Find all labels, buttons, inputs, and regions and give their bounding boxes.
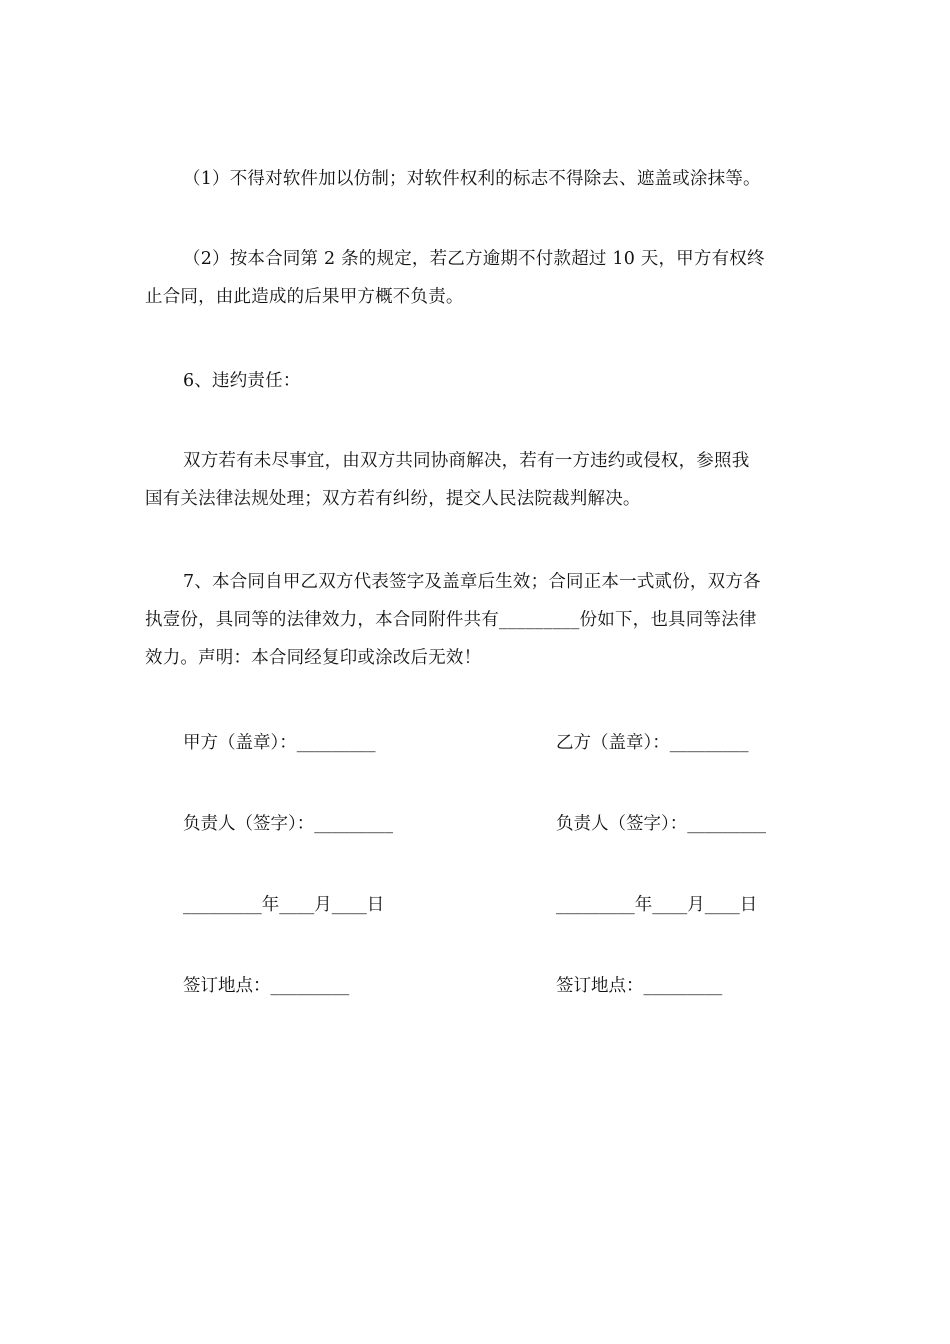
clause-6-body [145, 442, 810, 518]
clause-2 [145, 240, 810, 316]
clause-2-line-1: （2）按本合同第 2 条的规定，若乙方逾期不付款超过 10 天，甲方有权终 [183, 249, 765, 269]
party-a-place-field: 签订地点：_________ [183, 976, 350, 996]
party-a-person-field: 负责人（签字）：_________ [183, 814, 393, 834]
party-a-date-field: _________年____月____日 [183, 895, 385, 915]
signature-place-row [0, 971, 950, 1001]
signature-person-row [0, 809, 950, 839]
clause-1-line-1: （1）不得对软件加以仿制；对软件权利的标志不得除去、遮盖或涂抹等。 [183, 169, 761, 189]
clause-7 [145, 563, 810, 677]
clause-7-line-1: 7、本合同自甲乙双方代表签字及盖章后生效；合同正本一式贰份，双方各 [183, 572, 761, 592]
clause-7-line-3: 效力。声明：本合同经复印或涂改后无效！ [145, 648, 482, 668]
clause-2-line-2: 止合同，由此造成的后果甲方概不负责。 [145, 287, 464, 307]
clause-6-line-1: 双方若有未尽事宜，由双方共同协商解决，若有一方违约或侵权，参照我 [183, 451, 750, 471]
clause-7-line-2: 执壹份，具同等的法律效力，本合同附件共有_________份如下，也具同等法律 [145, 610, 757, 630]
party-b-date-field: _________年____月____日 [556, 895, 758, 915]
clause-6-heading-text: 6、违约责任： [183, 371, 301, 391]
party-b-place-field: 签订地点：_________ [556, 976, 723, 996]
clause-6-heading [145, 362, 810, 400]
clause-1 [145, 160, 810, 198]
party-b-seal-field: 乙方（盖章）：_________ [556, 733, 749, 753]
clause-6-line-2: 国有关法律法规处理；双方若有纠纷，提交人民法院裁判解决。 [145, 489, 641, 509]
party-a-seal-field: 甲方（盖章）：_________ [183, 733, 376, 753]
signature-seal-row [0, 728, 950, 758]
party-b-person-field: 负责人（签字）：_________ [556, 814, 766, 834]
signature-date-row [0, 890, 950, 920]
